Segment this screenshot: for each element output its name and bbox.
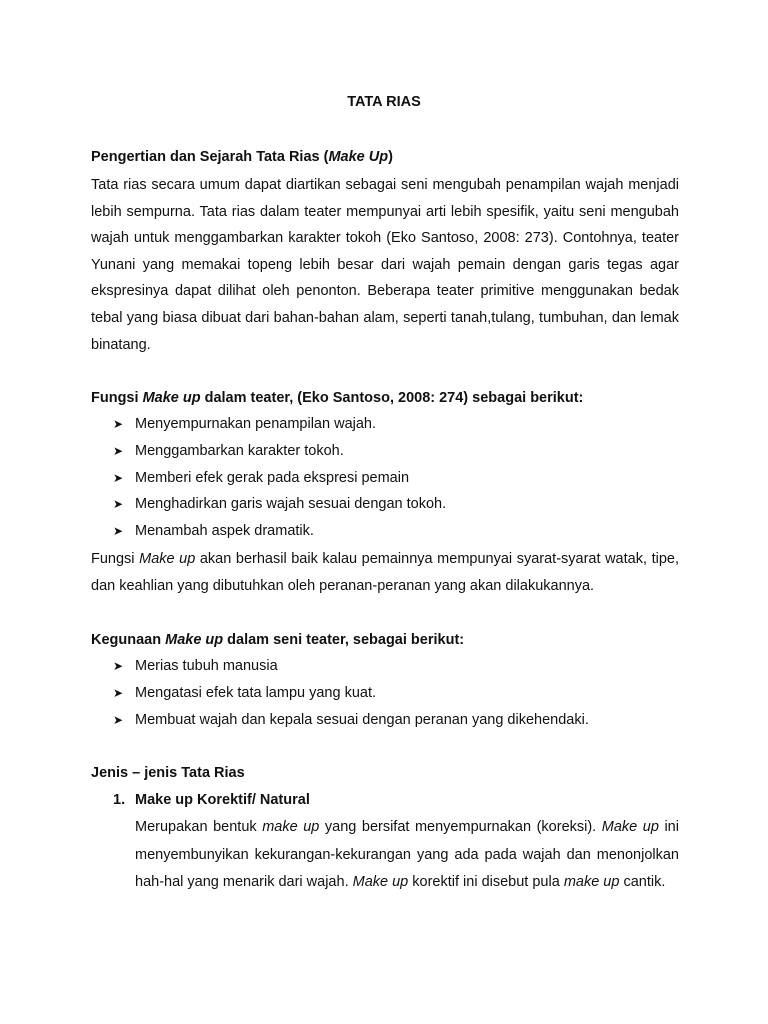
arrowhead-bullet-icon: ➤ — [113, 417, 124, 431]
list-item — [113, 707, 589, 734]
list-item-text: Menghadirkan garis wajah sesuai dengan tokoh. — [135, 496, 447, 513]
para-text: korektif ini disebut pula — [408, 874, 564, 890]
section-heading-fungsi — [91, 390, 583, 406]
heading-text: Pengertian dan Sejarah Tata Rias ( — [91, 149, 329, 165]
paragraph-pengertian: Tata rias secara umum dapat diartikan sebagai seni mengubah penampilan wajah menjadi lebih sempurna. Tata rias dalam teater mempunyai arti lebih spesifik, yaitu seni mengubah wajah untuk menggambarkan karakter tokoh (Eko Santoso, 2008: 273). Contohnya, teater Yunani yang memakai topeng lebih besar dari wajah pemain dengan garis tegas agar ekspresinya dapat dilihat oleh penonton. Beberapa teater primitive menggunakan bedak tebal yang biasa dibuat dari bahan-bahan alam, seperti tanah,tulang, tumbuhan, dan lemak binatang. — [91, 177, 679, 353]
section-heading-kegunaan — [91, 632, 464, 648]
list-item-text: Mengatasi efek tata lampu yang kuat. — [135, 684, 377, 701]
para-italic: Make up — [352, 874, 409, 890]
arrowhead-bullet-icon: ➤ — [113, 659, 124, 673]
arrowhead-bullet-icon: ➤ — [113, 524, 124, 539]
para-text: ini menyembunyikan kekurangan-kekurangan yang ada pada wajah dan menonjolkan hah-hal yang menarik dari wajah. — [135, 819, 679, 890]
arrowhead-bullet-icon: ➤ — [113, 443, 124, 458]
para-italic: Make up — [601, 819, 659, 835]
list-item — [113, 465, 446, 492]
list-item-text: Menambah aspek dramatik. — [135, 523, 314, 540]
para-text: akan berhasil baik kalau pemainnya mempunyai syarat-syarat watak, tipe, dan keahlian yang dibutuhkan oleh peranan-peranan yang akan dilakukannya. — [91, 551, 679, 594]
list-item-text: Memberi efek gerak pada ekspresi pemain — [135, 469, 410, 486]
heading-italic: Make Up — [328, 149, 389, 165]
heading-text: dalam seni teater, sebagai berikut: — [223, 632, 465, 648]
arrowhead-bullet-icon: ➤ — [113, 497, 124, 512]
para-italic: make up — [563, 874, 620, 890]
paragraph-fungsi — [91, 546, 679, 599]
item-title: Make up Korektif/ Natural — [135, 792, 310, 808]
section-heading-jenis: Jenis – jenis Tata Rias — [91, 765, 245, 781]
heading-text: Kegunaan — [91, 632, 166, 648]
arrowhead-bullet-icon: ➤ — [113, 685, 124, 700]
para-text: cantik. — [619, 874, 666, 890]
list-item — [113, 653, 589, 680]
list-item — [113, 438, 446, 465]
section-heading-pengertian — [91, 149, 393, 165]
para-text: Merupakan bentuk — [135, 819, 263, 835]
heading-italic: Make up — [142, 390, 201, 406]
para-text: Fungsi — [91, 551, 140, 567]
numbered-item-title — [113, 792, 310, 808]
document-title: TATA RIAS — [347, 94, 421, 110]
kegunaan-list — [113, 653, 589, 733]
list-item — [113, 518, 446, 545]
arrowhead-bullet-icon: ➤ — [113, 470, 124, 485]
fungsi-list — [113, 411, 446, 545]
list-item-text: Menggambarkan karakter tokoh. — [135, 442, 344, 459]
para-text: yang bersifat menyempurnakan (koreksi). — [319, 819, 602, 835]
heading-italic: Make up — [165, 632, 224, 648]
arrowhead-bullet-icon: ➤ — [113, 712, 124, 727]
item-number: 1. — [113, 792, 126, 808]
list-item-text: Merias tubuh manusia — [135, 658, 278, 674]
para-italic: make up — [262, 819, 320, 835]
list-item — [113, 411, 446, 438]
para-italic: Make up — [139, 551, 196, 567]
list-item-text: Menyempurnakan penampilan wajah. — [135, 416, 377, 432]
paragraph-korektif — [135, 814, 679, 897]
heading-text: ) — [388, 149, 393, 165]
list-item — [113, 680, 589, 707]
heading-text: dalam teater, (Eko Santoso, 2008: 274) sebagai berikut: — [200, 390, 584, 406]
list-item-text: Membuat wajah dan kepala sesuai dengan peranan yang dikehendaki. — [135, 711, 589, 728]
heading-text: Fungsi — [91, 390, 143, 406]
list-item — [113, 491, 446, 518]
